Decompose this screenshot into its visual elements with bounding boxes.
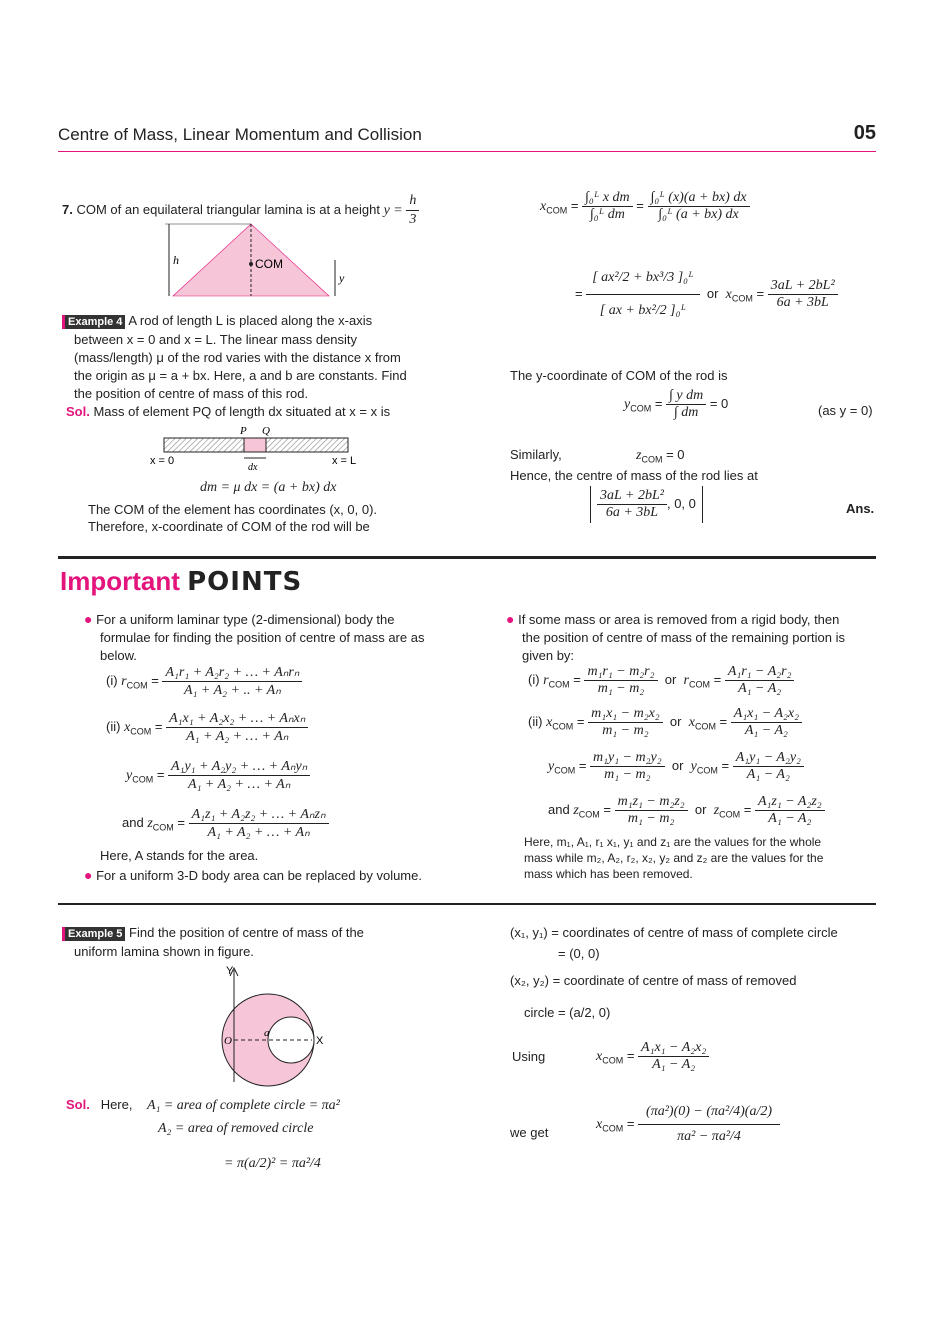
- removed-formula-x: (ii) $x_{COM}$ = $\frac{\text{m₁x₁ − m₂x₂}}{\text{m₁ − m₂}}$ or $x_{COM}$ = $\frac{\text{A₁x₁ − A₂x₂}}{\text{A₁ − A₂}}$: [528, 706, 802, 739]
- rod-xl: x = L: [332, 455, 357, 467]
- a1-def: A₁ = area of complete circle = πa²: [146, 1098, 340, 1113]
- numerator: A₁x₁ − A₂x₂: [731, 706, 802, 723]
- subscript: COM: [546, 205, 568, 216]
- example-badge: Example 4: [62, 315, 125, 329]
- rod-p: P: [240, 425, 247, 437]
- numerator: A₁y₁ − A₂y₂: [733, 750, 804, 767]
- fraction: [733, 750, 804, 783]
- subscript: COM: [602, 1123, 624, 1134]
- final-fraction: [597, 488, 667, 521]
- fig-y-axis: Y: [226, 965, 234, 977]
- rod-dx: dx: [248, 462, 258, 472]
- zcom-equation: [636, 446, 685, 469]
- fraction: [189, 806, 329, 841]
- denominator: ∫ dm: [673, 405, 699, 420]
- fig-y-label: y: [339, 271, 345, 285]
- subscript: COM: [696, 765, 718, 776]
- formula-y: $y_{COM}$ = $\frac{\text{A₁y₁ + A₂y₂ + … + Aₙyₙ}}{\text{A₁ + A₂ + … + Aₙ}}$: [126, 758, 310, 793]
- here-label: Here,: [100, 1097, 133, 1112]
- section-rule: [58, 903, 876, 905]
- bullet-dot: ●: [84, 867, 93, 883]
- q-line: the origin as μ = a + bx. Here, a and b are constants. Find: [74, 368, 407, 383]
- note-line: Here, m₁, A₁, r₁ x₁, y₁ and z₁ are the values for the whole: [524, 835, 822, 849]
- example-4-question: [62, 312, 452, 403]
- fraction: [162, 664, 302, 699]
- triangle-lamina-figure: [165, 218, 355, 302]
- label-i: (i): [528, 671, 540, 687]
- rod-x0: x = 0: [150, 455, 175, 467]
- running-header-title: Centre of Mass, Linear Momentum and Collision: [58, 125, 422, 144]
- section-rule: [58, 556, 876, 559]
- bullet-text: below.: [100, 648, 137, 663]
- removed-formula-r: (i) $r_{COM}$ = $\frac{\text{m₁r₁ − m₂r₂}}{\text{m₁ − m₂}}$ or $r_{COM}$ = $\frac{\text{A₁r₁ − A₂r₂}}{\text{A₁ − A₂}}$: [528, 664, 794, 697]
- similarly-label: Similarly,: [510, 447, 562, 462]
- we-get-label: we get: [510, 1125, 549, 1140]
- subscript: COM: [688, 679, 710, 690]
- numerator: [ ax²/2 + bx³/3 ]₀ᴸ: [586, 262, 699, 295]
- denominator: 3: [409, 212, 417, 227]
- bullet-3: [506, 610, 886, 665]
- or-label: or: [669, 713, 682, 729]
- subscript: COM: [130, 726, 152, 737]
- denominator: ∫₀ᴸ dm: [589, 207, 625, 222]
- subscript: COM: [126, 680, 148, 691]
- bullet-text: For a uniform 3-D body area can be replaced by volume.: [96, 868, 422, 883]
- xcom-symbol: x: [725, 286, 732, 302]
- fraction: [731, 706, 802, 739]
- fraction: [588, 706, 663, 739]
- rod-figure: [140, 422, 370, 472]
- bullet-text: the position of centre of mass of the remaining portion is: [522, 630, 846, 645]
- fig-origin: O: [224, 1035, 232, 1047]
- ans-label: Ans.: [846, 501, 875, 516]
- or-label: or: [664, 671, 677, 687]
- final-answer-bracket: [590, 486, 703, 523]
- ycom-note: (as y = 0): [818, 403, 873, 418]
- zcom-symbol: z: [636, 448, 642, 463]
- bullet-text: given by:: [522, 648, 575, 663]
- xcom-symbol: x: [540, 198, 547, 214]
- q-line: Find the position of centre of mass of the: [129, 925, 364, 940]
- fraction: [590, 750, 665, 783]
- xcom-symbol: x: [596, 1116, 603, 1132]
- formula-r: (i) $r_{COM}$ = $\frac{\text{A₁r₁ + A₂r₂ + … + Aₙrₙ}}{\text{A₁ + A₂ + .. + Aₙ}}$: [106, 664, 302, 699]
- note-line: mass while m₂, A₂, r₂, x₂, y₂ and z₂ are the values for the: [524, 851, 824, 865]
- fraction: [582, 190, 633, 223]
- sol-label: Sol.: [66, 1097, 90, 1112]
- fig-com-label: COM: [255, 257, 283, 271]
- sol-line: Therefore, x-coordinate of COM of the rod will be: [88, 519, 370, 534]
- fraction: [638, 1040, 709, 1073]
- q-line: the position of centre of mass of this rod.: [74, 386, 309, 401]
- subscript: COM: [554, 765, 576, 776]
- heading-pink: Important: [60, 566, 180, 596]
- example-5-sol-line: [66, 1096, 340, 1115]
- circle-lamina-figure: [218, 962, 328, 1092]
- eq-lhs: y =: [383, 202, 403, 218]
- numerator: A₁r₁ + A₂r₂ + … + Aₙrₙ: [162, 664, 302, 682]
- numerator: A₁r₁ − A₂r₂: [725, 664, 795, 681]
- numerator: ∫₀ᴸ (x)(a + bx) dx: [648, 190, 750, 207]
- bullet-text: formulae for finding the position of centre of mass are as: [100, 630, 425, 645]
- numerator: A₁x₁ − A₂x₂: [638, 1040, 709, 1057]
- removed-formula-z: and $z_{COM}$ = $\frac{\text{m₁z₁ − m₂z₂}}{\text{m₁ − m₂}}$ or $z_{COM}$ = $\frac{\text{A₁z₁ − A₂z₂}}{\text{A₁ − A₂}}$: [548, 794, 825, 827]
- fraction: [725, 664, 795, 697]
- denominator: 6a + 3bL: [605, 505, 659, 520]
- sol-label: Sol.: [66, 404, 90, 419]
- removed-formula-y: $y_{COM}$ = $\frac{\text{m₁y₁ − m₂y₂}}{\text{m₁ − m₂}}$ or $y_{COM}$ = $\frac{\text{A₁y₁ − A₂y₂}}{\text{A₁ − A₂}}$: [548, 750, 804, 783]
- rod-q: Q: [262, 425, 270, 437]
- bullet-text: If some mass or area is removed from a rigid body, then: [518, 612, 840, 627]
- h-over-3: [406, 192, 419, 229]
- denominator: ∫₀ᴸ (a + bx) dx: [658, 207, 739, 222]
- and-label: and: [122, 814, 144, 830]
- area-note: Here, A stands for the area.: [100, 848, 259, 863]
- fraction: [586, 262, 699, 327]
- fraction: [755, 794, 825, 827]
- subscript: COM: [641, 454, 663, 465]
- q-line: (mass/length) μ of the rod varies with the distance x from: [74, 350, 401, 365]
- denominator: A₁ − A₂: [746, 767, 790, 782]
- fraction: [615, 794, 688, 827]
- bullet-text: For a uniform laminar type (2-dimensional) body the: [96, 612, 395, 627]
- a2-eq: = π(a/2)² = πa²/4: [224, 1156, 321, 1171]
- denominator: 6a + 3bL: [776, 295, 829, 310]
- numerator: ∫ y dm: [666, 388, 706, 405]
- bullet-2: [84, 866, 422, 885]
- q-line: between x = 0 and x = L. The linear mass density: [74, 332, 358, 347]
- numerator: A₁x₁ + A₂x₂ + … + Aₙxₙ: [166, 710, 308, 728]
- page-number: 05: [853, 122, 876, 144]
- bullet-1: [84, 610, 464, 665]
- denominator: A₁ − A₂: [744, 723, 788, 738]
- result-fraction: [768, 278, 838, 311]
- numerator: (πa²)(0) − (πa²/4)(a/2): [638, 1100, 780, 1125]
- fig-x-axis: X: [316, 1035, 324, 1047]
- numerator: 3aL + 2bL²: [768, 278, 838, 295]
- bullet-dot: ●: [506, 611, 515, 627]
- or-label: or: [706, 285, 719, 301]
- denominator: m₁ − m₂: [602, 723, 649, 738]
- we-get-equation: $x_{COM}$ = $\frac{\text{(πa²)(0) − (πa²/4)(a/2)}}{\text{πa² − πa²/4}}$: [596, 1100, 780, 1149]
- fraction: [648, 190, 750, 223]
- numerator: m₁z₁ − m₂z₂: [615, 794, 688, 811]
- denominator: A₁ − A₂: [768, 811, 812, 826]
- or-label: or: [671, 757, 684, 773]
- subscript: COM: [132, 774, 154, 785]
- numerator: m₁x₁ − m₂x₂: [588, 706, 663, 723]
- fraction: [166, 710, 308, 745]
- subscript: COM: [548, 679, 570, 690]
- equals-zero: = 0: [666, 447, 685, 462]
- denominator: A₁ − A₂: [652, 1057, 696, 1072]
- denominator: A₁ − A₂: [738, 681, 782, 696]
- r1-line: (x₁, y₁) = coordinates of centre of mass of complete circle: [510, 925, 838, 940]
- r1-value: = (0, 0): [558, 946, 600, 961]
- subscript: COM: [731, 293, 753, 304]
- fraction: [584, 664, 657, 697]
- removed-note: [524, 834, 823, 882]
- denominator: A₁ + A₂ + … + Aₙ: [186, 729, 289, 744]
- denominator: m₁ − m₂: [604, 767, 651, 782]
- bullet-dot: ●: [84, 611, 93, 627]
- hence-text: Hence, the centre of mass of the rod lies at: [510, 468, 758, 483]
- example-badge: Example 5: [62, 927, 125, 941]
- formula-z: and $z_{COM}$ = $\frac{\text{A₁z₁ + A₂z₂ + … + Aₙzₙ}}{\text{A₁ + A₂ + … + Aₙ}}$: [122, 806, 329, 841]
- denominator: m₁ − m₂: [627, 811, 675, 826]
- subscript: COM: [552, 721, 574, 732]
- sol-line: The COM of the element has coordinates (x, 0, 0).: [88, 502, 378, 517]
- ycom-equation: $y_{COM}$ = $\frac{\text{∫ y dm}}{\int dm}$ = 0: [624, 388, 729, 420]
- fraction: [638, 1100, 780, 1149]
- final-rest: , 0, 0: [666, 495, 696, 511]
- note-line: mass which has been removed.: [524, 867, 693, 881]
- heading-black: POINTS: [187, 567, 303, 597]
- important-points-heading: [60, 566, 302, 597]
- numerator: A₁z₁ + A₂z₂ + … + Aₙzₙ: [189, 806, 329, 824]
- denominator: A₁ + A₂ + … + Aₙ: [188, 777, 291, 792]
- y-coordinate-text: The y-coordinate of COM of the rod is: [510, 368, 728, 383]
- a2-def: A₂ = area of removed circle: [158, 1121, 314, 1136]
- denominator: [ ax + bx²/2 ]₀ᴸ: [599, 303, 687, 318]
- denominator: πa² − πa²/4: [677, 1129, 741, 1144]
- subscript: COM: [602, 1055, 624, 1066]
- header-rule: [58, 151, 876, 152]
- using-label: Using: [512, 1049, 546, 1064]
- fraction: [168, 758, 310, 793]
- numerator: A₁y₁ + A₂y₂ + … + Aₙyₙ: [168, 758, 310, 776]
- numerator: ∫₀ᴸ x dm: [582, 190, 633, 207]
- sol-line: Mass of element PQ of length dx situated at x = x is: [93, 404, 391, 419]
- subscript: COM: [719, 809, 741, 820]
- subscript: COM: [630, 403, 652, 414]
- fraction: [666, 388, 706, 421]
- numerator: m₁r₁ − m₂r₂: [584, 664, 657, 681]
- label-ii: (ii): [528, 713, 543, 729]
- r2-line: (x₂, y₂) = coordinate of centre of mass of removed: [510, 973, 797, 988]
- q-line: uniform lamina shown in figure.: [74, 944, 254, 959]
- subscript: COM: [578, 809, 600, 820]
- using-equation: $x_{COM}$ = $\frac{\text{A₁x₁ − A₂x₂}}{\text{A₁ − A₂}}$: [596, 1040, 709, 1073]
- subscript: COM: [152, 822, 174, 833]
- equals-zero: = 0: [709, 395, 729, 411]
- example-5-question: [62, 924, 442, 961]
- xcom-symbol: x: [596, 1048, 603, 1064]
- label-i: (i): [106, 672, 118, 688]
- or-label: or: [694, 801, 707, 817]
- numerator: 3aL + 2bL²: [597, 488, 667, 505]
- example-4-solution-intro: [66, 403, 390, 421]
- denominator: A₁ + A₂ + .. + Aₙ: [184, 683, 281, 698]
- dm-equation: dm = μ dx = (a + bx) dx: [200, 480, 337, 495]
- denominator: A₁ + A₂ + … + Aₙ: [207, 825, 310, 840]
- q-line: A rod of length L is placed along the x-axis: [128, 313, 373, 328]
- numerator: h: [406, 192, 419, 211]
- subscript: COM: [694, 721, 716, 732]
- fig-h-label: h: [173, 253, 179, 267]
- numerator: m₁y₁ − m₂y₂: [590, 750, 665, 767]
- formula-x: (ii) $x_{COM}$ = $\frac{\text{A₁x₁ + A₂x₂ + … + Aₙxₙ}}{\text{A₁ + A₂ + … + Aₙ}}$: [106, 710, 308, 745]
- numerator: A₁z₁ − A₂z₂: [755, 794, 825, 811]
- denominator: m₁ − m₂: [597, 681, 645, 696]
- item-number: 7.: [62, 201, 73, 217]
- label-ii: (ii): [106, 718, 121, 734]
- fig-radius: a: [264, 1027, 270, 1039]
- evaluated-equation: = $\frac{\text{[ ax²/2 + bx³/3 ]₀ᴸ}}{\text{[ ax + bx²/2 ]₀ᴸ}}$ or $x_{COM}$ = $\frac{\text{3aL + 2bL²}}{6a + 3bL}$: [575, 262, 838, 327]
- item-text: COM of an equilateral triangular lamina is at a height: [76, 201, 380, 217]
- and-label: and: [548, 801, 570, 817]
- r2-value: circle = (a/2, 0): [524, 1005, 611, 1020]
- xcom-integral-equation: $x_{COM}$ = $\frac{\text{∫₀ᴸ x dm}}{\text{∫₀ᴸ dm}}$ = $\frac{\text{∫₀ᴸ (x)(a + bx) dx}}{\text{∫₀ᴸ (a + bx) dx}}$: [540, 190, 750, 223]
